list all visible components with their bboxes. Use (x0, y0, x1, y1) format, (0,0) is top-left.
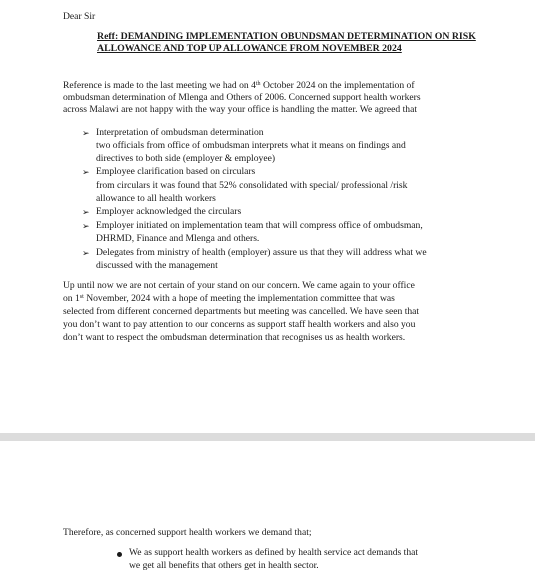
para2-line1: Up until now we are not certain of your stand on our concern. We came again to your office (63, 280, 415, 291)
para2-line5: don’t want to respect the ombudsman determination that recognises us as health workers. (63, 332, 406, 343)
letter-page-2 (0, 441, 535, 570)
bullet-2-body-1: from circulars it was found that 52% consolidated with special/ professional /risk (96, 180, 408, 191)
bullet-5-body-1: discussed with the management (96, 260, 218, 271)
para1-line1: Reference is made to the last meeting we had on 4th October 2024 on the implementation of (63, 80, 415, 91)
bullet-4-body-1: DHRMD, Finance and Mlenga and others. (96, 233, 260, 244)
salutation: Dear Sir (63, 11, 96, 22)
round-bullet-icon (117, 552, 122, 557)
arrow-bullet-icon: ➢ (82, 207, 90, 217)
arrow-bullet-icon: ➢ (82, 248, 90, 258)
therefore-line: Therefore, as concerned support health workers we demand that; (63, 527, 312, 538)
bullet-1-head: Interpretation of ombudsman determination (96, 127, 264, 138)
bullet-5-head: Delegates from ministry of health (employer) assure us that they will address what we (96, 247, 427, 258)
bullet-1-body-2: directives to both side (employer & employee) (96, 153, 276, 164)
para1-line2: ombudsman determination of Mlenga and Others of 2006. Concerned support health workers (63, 92, 421, 103)
arrow-bullet-icon: ➢ (82, 167, 90, 177)
arrow-bullet-icon: ➢ (82, 128, 90, 138)
bullet-3-head: Employer acknowledged the circulars (96, 206, 242, 217)
bullet-4-head: Employer initiated on implementation team that will compress office of ombudsman, (96, 220, 423, 231)
bullet-2-head: Employee clarification based on circulars (96, 166, 256, 177)
arrow-bullet-icon: ➢ (82, 221, 90, 231)
demand-1-line2: we get all benefits that others get in health sector. (129, 560, 319, 571)
page-separator (0, 433, 535, 441)
para2-line2: on 1st November, 2024 with a hope of meeting the implementation committee that was (63, 293, 395, 304)
para2-line4: you don’t want to pay attention to our concerns as support staff health workers and also you (63, 319, 416, 330)
bullet-1-body-1: two officials from office of ombudsman interprets what it means on findings and (96, 140, 406, 151)
letter-subject: Reff: DEMANDING IMPLEMENTATION OBUNDSMAN DETERMINATION ON RISK ALLOWANCE AND TOP UP ALLOWANCE FROM NOVEMBER 2024 (97, 31, 476, 54)
para2-line3: selected from different concerned departments but meeting was cancelled. We have seen that (63, 306, 420, 317)
bullet-2-body-2: allowance to all health workers (96, 193, 216, 204)
para1-line3: across Malawi are not happy with the way your office is handling the matter. We agreed that (63, 104, 417, 115)
demand-1-line1: We as support health workers as defined by health service act demands that (129, 547, 419, 558)
